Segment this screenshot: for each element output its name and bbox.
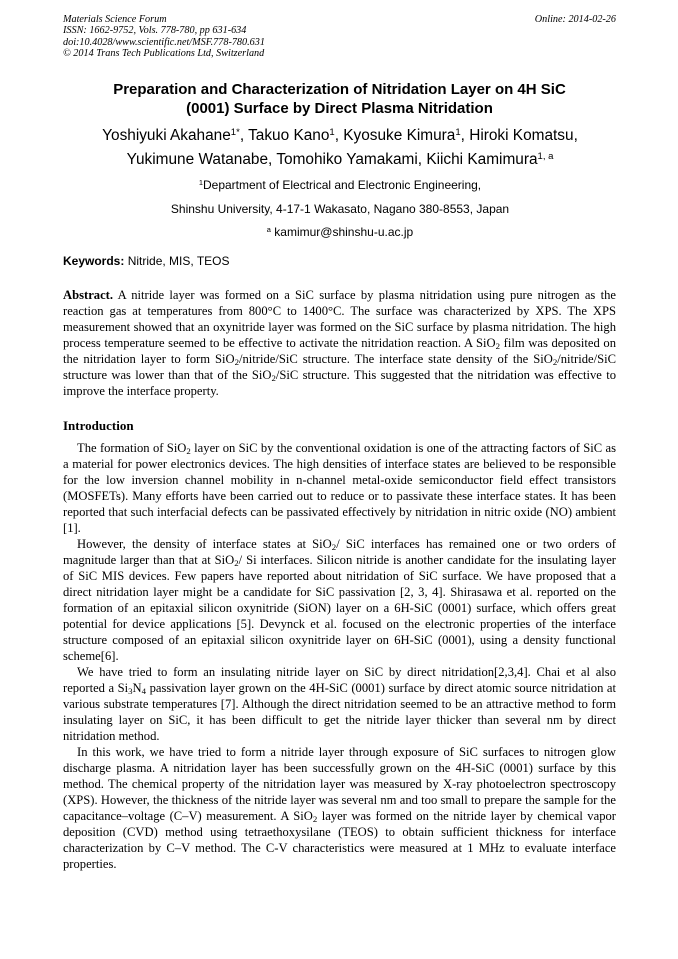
keywords (63, 254, 230, 268)
abstract-label: Abstract. (63, 288, 114, 302)
paragraph: We have tried to form an insulating nitride layer on SiC by direct nitridation[2,3,4]. Chai et al also reported a $Si_3N_4$ passivation layer grown on the 4H-SiC (0001) surface by direct atomic source nitridation at various substrate temperatures [7]. Although the direct nitridation seemed to be an attractive method to form insulating layer on SiC, it has been difficult to get the nitride layer thicker than several nm by direct nitridation method. (63, 665, 616, 743)
author: Kyosuke Kimura (343, 127, 456, 144)
introduction-body (63, 440, 616, 872)
author: Yoshiyuki Akahane (102, 127, 231, 144)
author: Hiroki Komatsu (469, 127, 574, 144)
journal-name: Materials Science Forum (63, 14, 167, 25)
title-line-1: Preparation and Characterization of Nitridation Layer on 4H SiC (113, 81, 566, 98)
author: Yukimune Watanabe (126, 151, 269, 168)
department: $^1$Department of Electrical and Electronic Engineering, (198, 177, 482, 192)
affiliation (40, 174, 640, 245)
paragraph: In this work, we have tried to form a nitride layer through exposure of SiC surfaces to nitrogen glow discharge plasma. A nitridation layer has been successfully grown on the 4H-SiC (0001) surface by this method. The chemical property of the nitridation layer was measured by X-ray photoelectron spectroscopy (XPS). However, the thickness of the nitride layer was several nm and too small to prepare the sample for the capacitance–voltage (C–V) measurement. A SiO$_2$ layer was formed on the nitride layer by chemical vapor deposition (CVD) method using tetraethoxysilane (TEOS) to obtain sufficient thickness for interface characterization by C–V method. The C-V characteristics were measured at 1 MHz to evaluate interface properties. (63, 745, 616, 871)
author-line-2: Yukimune Watanabe, Tomohiko Yamakami, Kiichi Kamimura$^{1, a}$ (126, 150, 554, 168)
author: Takuo Kano (248, 127, 330, 144)
section-heading-introduction: Introduction (63, 418, 134, 433)
online-date: Online: 2014-02-26 (534, 14, 616, 25)
issn: ISSN: 1662-9752, Vols. 778-780, pp 631-634 (63, 25, 247, 37)
author-list (40, 124, 640, 172)
keywords-label: Keywords: (63, 254, 125, 268)
address: Shinshu University, 4-17-1 Wakasato, Nagano 380-8553, Japan (170, 201, 510, 216)
email: $^a$ kamimur@shinshu-u.ac.jp (266, 224, 414, 239)
journal-header (63, 14, 616, 59)
author: Kiichi Kamimura (426, 151, 538, 168)
copyright: © 2014 Trans Tech Publications Ltd, Switzerland (63, 47, 265, 59)
author: Tomohiko Yamakami (276, 151, 418, 168)
title-line-2: (0001) Surface by Direct Plasma Nitridation (186, 99, 493, 117)
paragraph: However, the density of interface states at SiO$_2$/ SiC interfaces has remained one or two orders of magnitude larger than that at SiO$_2$/ Si interfaces. Silicon nitride is another candidate for the insulating layer of SiC MIS devices. Few papers have reported about nitridation of SiC surface. We have proposed that a direct nitridation layer might be a candidate for SiC passivation [2, 3, 4]. Shirasawa et al. reported on the formation of an epitaxial silicon oxynitride (SiON) layer on a 6H-SiC (0001) surface, which offers great potential for device applications [5]. Devynck et al. focused on the electronic properties of the interface structure composed of an epitaxial silicon oxynitride layer on 6H-SiC (0001), using a density functional scheme[6]. (63, 537, 617, 663)
abstract: Abstract. A nitride layer was formed on a SiC surface by plasma nitridation using pure nitrogen as the reaction gas at temperatures from 800°C to 1400°C. The surface was characterized by XPS. The XPS measurement showed that an oxynitride layer was formed on the SiC surface by plasma nitridation. The high process temperature seemed to be effective to activate the nitridation reaction. A SiO$_2$ film was deposited on the nitridation layer to form SiO$_2$/nitride/SiC structure. The interface state density of the SiO$_2$/nitride/SiC structure was lower than that of the SiO$_2$/SiC structure. This suggested that the nitridation was effective to improve the interface property. (63, 288, 616, 398)
paragraph: The formation of SiO$_2$ layer on SiC by the conventional oxidation is one of the attracting factors of SiC as a material for power electronics devices. The high densities of interface states are believed to be responsible for the low inversion channel mobility in n-channel metal-oxide semiconductor field effect transistors (MOSFETs). Many efforts have been carried out to reduce or to passivate these interface states. It has been reported that such interfacial defects can be passivated effectively by nitridation in nitric oxide (NO) ambient [1]. (63, 441, 616, 535)
doi: doi:10.4028/www.scientific.net/MSF.778-780.631 (63, 36, 265, 48)
author-line-1: Yoshiyuki Akahane$^{1*}$, Takuo Kano$^1$, Kyosuke Kimura$^1$, Hiroki Komatsu, (102, 126, 578, 144)
keywords-text: Nitride, MIS, TEOS (127, 254, 230, 268)
paper-title (63, 81, 616, 118)
